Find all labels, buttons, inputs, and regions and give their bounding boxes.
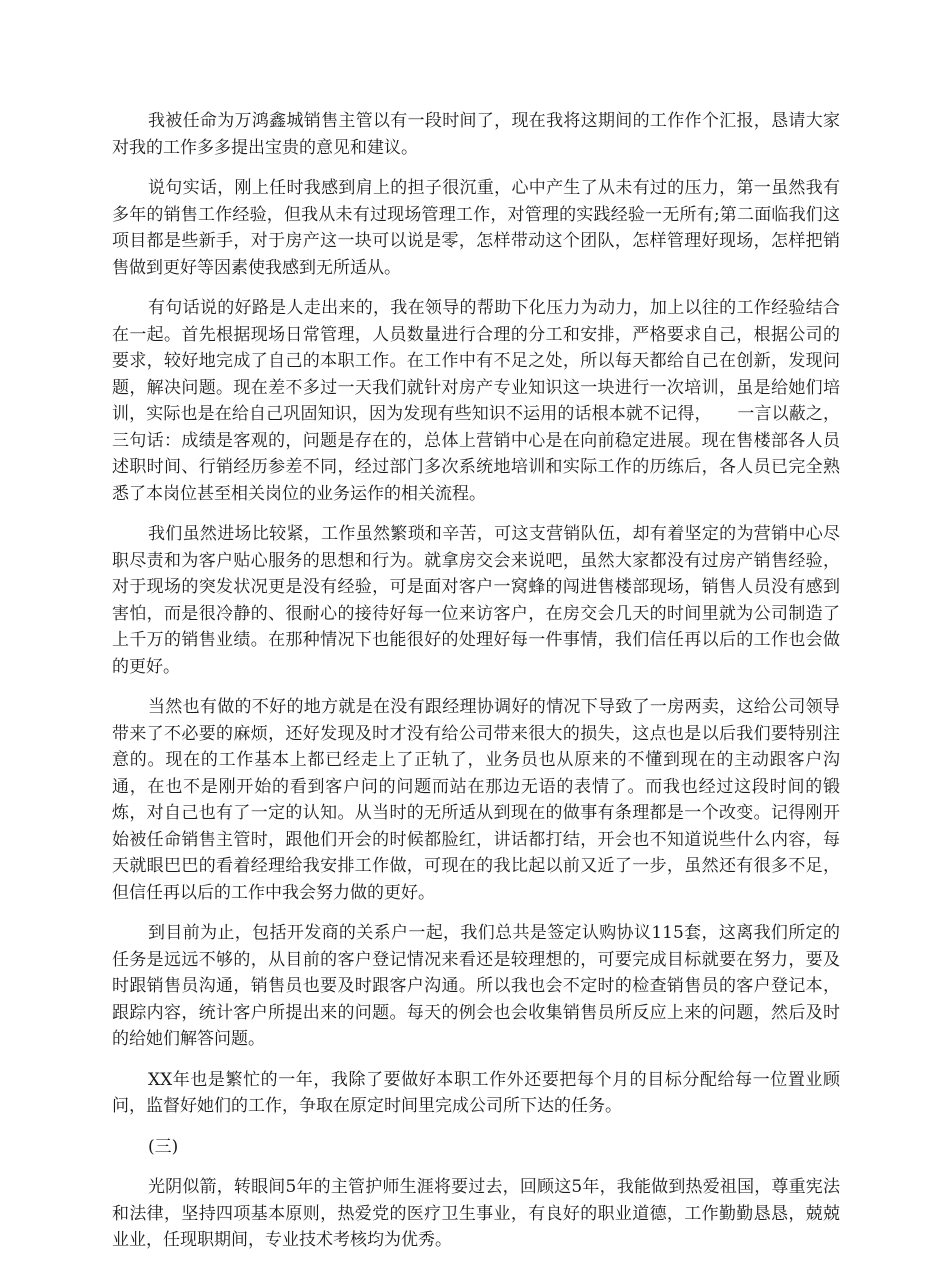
paragraph-year-plan: XX年也是繁忙的一年，我除了要做好本职工作外还要把每个月的目标分配给每一位置业顾问，监督好她们的工作，争取在原定时间里完成公司所下达的任务。 — [112, 1069, 840, 1116]
paragraph-team-spirit: 我们虽然进场比较紧，工作虽然繁琐和辛苦，可这支营销队伍，却有着坚定的为营销中心尽职尽责和为客户贴心服务的思想和行为。就拿房交会来说吧，虽然大家都没有过房产销售经验，对于现场的突发状况更是没有经验，可是面对客户一窝蜂的闯进售楼部现场，销售人员没有感到害怕，而是很冷静的、很耐心的接待好每一位来访客户，在房交会几天的时间里就为公司制造了上千万的销售业绩。在那种情况下也能很好的处理好每一件事情，我们信任再以后的工作也会做的更好。 — [112, 524, 840, 677]
paragraph-management-training: 有句话说的好路是人走出来的，我在领导的帮助下化压力为动力，加上以往的工作经验结合在一起。首先根据现场日常管理，人员数量进行合理的分工和安排，严格要求自己，根据公司的要求，较好地完成了自己的本职工作。在工作中有不足之处，所以每天都给自己在创新，发现问题，解决问题。现在差不多过一天我们就针对房产专业知识这一块进行一次培训，虽是给她们培训，实际也是在给自己巩固知识，因为发现有些知识不运用的话根本就不记得， 一言以蔽之，三句话：成绩是客观的，问题是存在的，总体上营销中心是在向前稳定进展。现在售楼部各人员述职时间、行销经历参差不同，经过部门多次系统地培训和实际工作的历练后，各人员已完全熟悉了本岗位甚至相关岗位的业务运作的相关流程。 — [112, 298, 840, 504]
section-heading-three: (三) — [148, 1136, 179, 1157]
paragraph-appointment-intro: 我被任命为万鸿鑫城销售主管以有一段时间了，现在我将这期间的工作作个汇报，恳请大家对我的工作多多提出宝贵的意见和建议。 — [112, 111, 840, 158]
paragraph-shortcomings: 当然也有做的不好的地方就是在没有跟经理协调好的情况下导致了一房两卖，这给公司领导带来了不必要的麻烦，还好发现及时才没有给公司带来很大的损失，这点也是以后我们要特别注意的。现在的工作基本上都已经走上了正轨了，业务员也从原来的不懂到现在的主动跟客户沟通，在也不是刚开始的看到客户问的问题而站在那边无语的表情了。而我也经过这段时间的锻炼，对自己也有了一定的认知。从当时的无所适从到现在的做事有条理都是一个改变。记得刚开始被任命销售主管时，跟他们开会的时候都脸红，讲话都打结，开会也不知道说些什么内容，每天就眼巴巴的看着经理给我安排工作做，可现在的我比起以前又近了一步，虽然还有很多不足，但信任再以后的工作中我会努力做的更好。 — [112, 697, 840, 903]
paragraph-nurse-review: 光阴似箭，转眼间5年的主管护师生涯将要过去，回顾这5年，我能做到热爱祖国，尊重宪法和法律，坚持四项基本原则，热爱党的医疗卫生事业，有良好的职业道德，工作勤勤恳恳，兢兢业业，任现职期间，专业技术考核均为优秀。 — [112, 1177, 840, 1250]
document-page — [112, 108, 840, 1268]
paragraph-initial-pressure: 说句实话，刚上任时我感到肩上的担子很沉重，心中产生了从未有过的压力，第一虽然我有多年的销售工作经验，但我从未有过现场管理工作，对管理的实践经验一无所有;第二面临我们这项目都是些新手，对于房产这一块可以说是零，怎样带动这个团队，怎样管理好现场，怎样把销售做到更好等因素使我感到无所适从。 — [112, 178, 840, 278]
paragraph-sales-results: 到目前为止，包括开发商的关系户一起，我们总共是签定认购协议115套，这离我们所定的任务是远远不够的，从目前的客户登记情况来看还是较理想的，可要完成目标就要在努力，要及时跟销售员沟通，销售员也要及时跟客户沟通。所以我也会不定时的检查销售员的客户登记本，跟踪内容，统计客户所提出来的问题。每天的例会也会收集销售员所反应上来的问题，然后及时的给她们解答问题。 — [112, 923, 840, 1049]
